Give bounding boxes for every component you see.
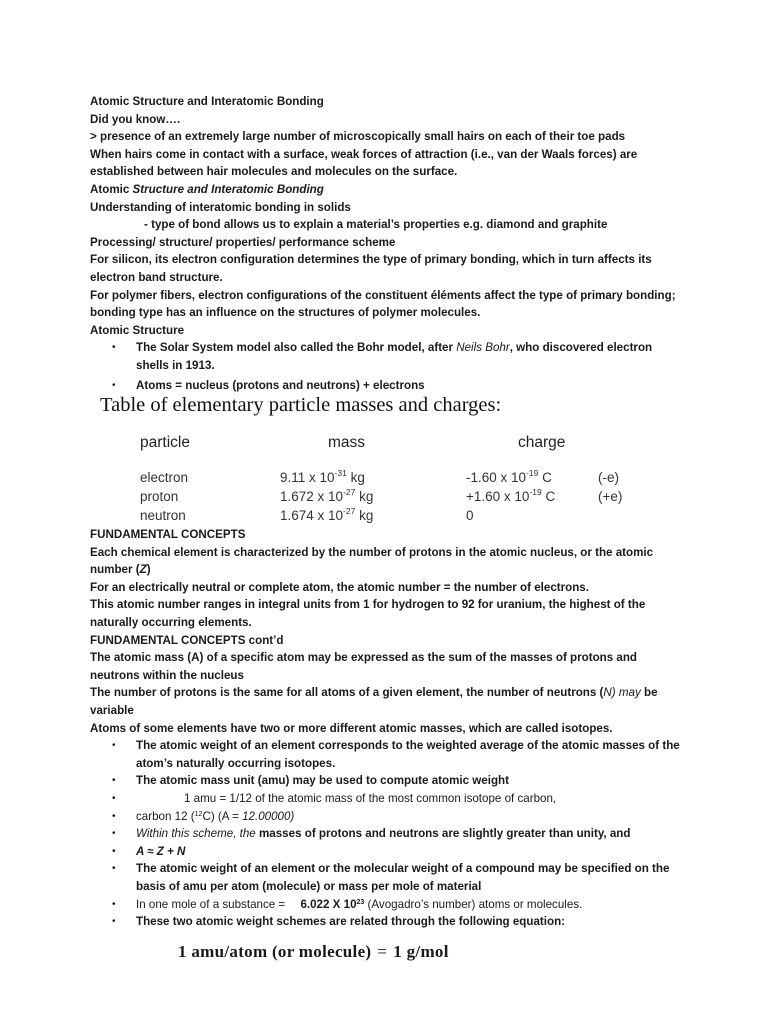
- header-mass: mass: [328, 434, 366, 452]
- solar-text-b: Solar System model: [159, 341, 271, 355]
- range-text-a: This atomic number ranges in integral units from: [90, 598, 364, 612]
- atoms-bullet: • Atoms = nucleus (protons and neutrons) + electrons: [90, 377, 680, 395]
- row-electron-particle: electron: [140, 470, 189, 486]
- row-proton-symbol: (+e): [598, 489, 623, 505]
- solar-text-g: , who discovered electron shells in 1913.: [136, 341, 653, 372]
- avogadro-exponent: 23: [356, 898, 365, 906]
- mass-text-a: The atomic mass: [90, 651, 188, 665]
- atomic-structure-heading: Atomic Structure: [90, 323, 185, 337]
- row-electron-symbol: (-e): [598, 470, 619, 486]
- carbon-value: 12.00000): [242, 809, 295, 823]
- electron-charge-unit: C: [538, 470, 552, 486]
- solar-text-e: , after: [421, 341, 457, 355]
- avogadro-number: 6.022 X 10: [300, 897, 357, 911]
- each-element-paragraph: [90, 544, 680, 579]
- amu-definition-bullet: [90, 790, 680, 808]
- row-neutron-charge: 0: [466, 508, 474, 524]
- heading-atomic-word: Atomic: [90, 182, 133, 196]
- document-body: [90, 93, 680, 931]
- solar-system-bullet: [90, 339, 680, 374]
- processing-line: Processing/ structure/ properties/ performance scheme: [90, 235, 396, 249]
- type-of-bond-line: - type of bond allows us to explain a material’s properties e.g. diamond and graphite: [144, 218, 608, 232]
- mass-text-b: (A): [187, 651, 204, 665]
- protons-text-b: be variable: [90, 686, 658, 718]
- protons-neutrons-paragraph: [90, 684, 680, 719]
- mole-bullet: [90, 896, 680, 914]
- range-text-c: , the highest of the naturally occurring elements.: [90, 598, 646, 630]
- electron-charge-base: -1.60 x 10: [466, 470, 527, 486]
- carbon-superscript: 12: [194, 810, 203, 818]
- isotopes-text-a: Atoms of some elements have two or more different atomic masses, which are called: [90, 721, 562, 735]
- protons-text-a: The number of protons is the same for all atoms of a given element, the number of neutrons (: [90, 686, 604, 700]
- amu-bullet: [90, 772, 680, 790]
- equation-right: 1 g/mol: [393, 942, 449, 961]
- mole-text-b: (Avogadro’s number) atoms or molecules.: [364, 897, 583, 911]
- carbon-text-b: C) (A =: [202, 809, 243, 823]
- approximation-bullet: • A ≈ Z + N: [90, 843, 680, 861]
- solar-text-d: Bohr model: [357, 341, 422, 355]
- silicon-paragraph: For silicon, its electron configuration determines the type of primary bonding, which in turn affects its electron band structure.: [90, 253, 652, 284]
- understanding-line: Understanding of interatomic bonding in solids: [90, 200, 351, 214]
- amu-text-c: may be used to compute atomic weight: [289, 774, 510, 788]
- hairs-contact-paragraph: When hairs come in contact with a surface, weak forces of attraction (i.e., van der Waals forces) are established between hair molecules and molecules on the surface.: [90, 147, 638, 179]
- solar-text-c: also called the: [270, 341, 358, 355]
- atomic-number-range-paragraph: [90, 596, 680, 631]
- atomic-weight-bullet: • The atomic weight of an element corresponds to the weighted average of the atomic masses of the atom’s naturally occurring isotopes.: [90, 737, 680, 772]
- electron-mass-exp: -31: [334, 468, 347, 479]
- electron-mass-base: 9.11 x 10: [280, 470, 335, 486]
- amu-gmol-equation: [178, 942, 449, 962]
- atomic-weight-list: [90, 737, 680, 931]
- particle-table-image: [98, 394, 680, 526]
- row-electron-mass: [280, 470, 365, 485]
- range-text-b: 1 for hydrogen to 92 for uranium: [363, 598, 543, 612]
- atomic-structure-bonding-heading: [90, 181, 680, 199]
- neutron-mass-base: 1.674 x 10: [280, 508, 344, 524]
- document-title: Atomic Structure and Interatomic Bonding: [90, 95, 324, 108]
- molecular-weight-bullet: • The atomic weight of an element or the molecular weight of a compound may be specified on the basis of amu per atom (molecule) or mass per mole of material: [90, 860, 680, 895]
- row-proton-mass: [280, 489, 373, 504]
- each-element-text: Each chemical element is characterized by the number of protons in the atomic nucleus, or the atomic number (: [90, 545, 654, 577]
- row-proton-charge: [466, 489, 555, 504]
- heading-italic-part: Structure and Interatomic Bonding: [132, 182, 324, 196]
- neutral-atom-line: For an electrically neutral or complete atom, the atomic number = the number of electrons.: [90, 580, 589, 594]
- row-proton-particle: proton: [140, 489, 179, 505]
- proton-charge-unit: C: [541, 489, 556, 505]
- fundamental-concepts-heading: FUNDAMENTAL CONCEPTS: [90, 528, 246, 542]
- hairs-line: > presence of an extremely large number of microscopically small hairs on each of their toe pads: [90, 130, 626, 144]
- row-neutron-particle: neutron: [140, 508, 186, 524]
- header-charge: charge: [518, 434, 566, 452]
- atomic-structure-list: [90, 339, 680, 394]
- related-schemes-bullet: • These two atomic weight schemes are related through the following equation:: [90, 913, 680, 931]
- atomic-number-symbol: Z: [139, 563, 147, 577]
- isotopes-text-b: isotopes.: [561, 721, 613, 735]
- atomic-mass-paragraph: [90, 649, 680, 684]
- proton-mass-exp: -27: [343, 487, 356, 498]
- fundamental-concepts-contd-heading: FUNDAMENTAL CONCEPTS cont’d: [90, 633, 284, 647]
- carbon-text-a: carbon 12 (: [136, 809, 195, 823]
- equation-left: 1 amu/atom (or molecule): [178, 942, 372, 961]
- amu-text-b: (amu): [257, 774, 290, 788]
- within-scheme-bullet: [90, 825, 680, 843]
- neutron-symbol: N) may: [603, 686, 641, 700]
- equation-equals: =: [377, 942, 388, 961]
- electron-mass-unit: kg: [346, 470, 365, 486]
- particle-table-title: Table of elementary particle masses and charges:: [100, 394, 502, 417]
- proton-mass-unit: kg: [355, 489, 374, 505]
- within-text-b: masses of protons and neutrons are slightly greater than unity, and: [255, 827, 631, 841]
- amu-text-a: The atomic mass unit: [136, 774, 258, 788]
- isotopes-line: [90, 720, 680, 738]
- polymer-paragraph: For polymer fibers, electron configurations of the constituent éléments affect the type of primary bonding; bonding type has an influence on the structures of polymer molecules.: [90, 288, 676, 320]
- proton-charge-base: +1.60 x 10: [466, 489, 530, 505]
- header-particle: particle: [140, 434, 190, 452]
- did-you-know-heading: Did you know….: [90, 112, 181, 126]
- each-element-close: ): [146, 563, 151, 577]
- proton-charge-exp: -19: [529, 487, 542, 498]
- proton-mass-base: 1.672 x 10: [280, 489, 344, 505]
- carbon-bullet: [90, 808, 680, 826]
- electron-charge-exp: -19: [526, 468, 539, 479]
- row-electron-charge: [466, 470, 552, 485]
- neutron-mass-unit: kg: [355, 508, 374, 524]
- mole-text-a: In one mole of a substance =: [136, 897, 289, 911]
- solar-text-bohr-name: Neils Bohr: [456, 341, 510, 355]
- within-text-a: Within this scheme, the: [136, 827, 256, 841]
- amu-definition-text: 1 amu = 1/12 of the atomic mass of the most common isotope of carbon,: [184, 792, 557, 805]
- row-neutron-mass: [280, 508, 373, 523]
- mass-text-c: of a specific atom may be expressed as the sum of the masses of protons and neutrons within the nucleus: [90, 651, 638, 682]
- solar-text-a: The: [136, 341, 160, 355]
- neutron-mass-exp: -27: [343, 506, 356, 517]
